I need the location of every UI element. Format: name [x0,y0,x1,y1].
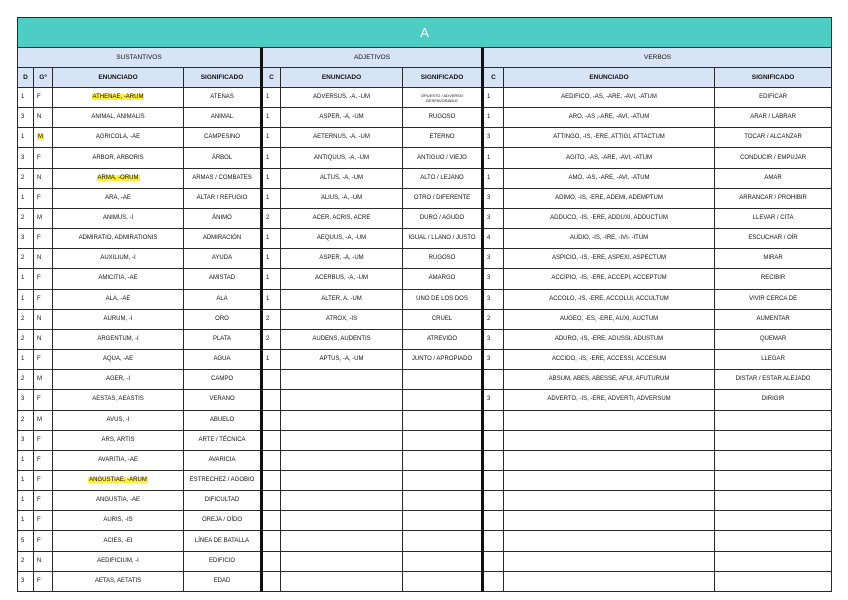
verb-conjugacion: 3 [483,289,504,309]
adj-enunciado [281,470,403,490]
verb-significado [715,450,832,470]
sust-enunciado: AGER, -I [53,370,184,390]
adj-enunciado: ACERBUS, -A, -UM [281,269,403,289]
sust-enunciado: ANIMAL, ANIMALIS [53,108,184,128]
verb-conjugacion [483,410,504,430]
adj-enunciado [281,390,403,410]
adj-significado: JUNTO / APROPIADO [403,350,483,370]
adj-clase: 2 [262,208,281,228]
adj-enunciado: ALTER, A, -UM [281,289,403,309]
table-row [18,329,832,349]
sust-enunciado: ARGENTUM, -I [53,329,184,349]
adj-significado: RUGOSO [403,108,483,128]
sust-declension: 1 [18,289,34,309]
adj-significado: ATREVIDO [403,329,483,349]
verb-enunciado: AEDIFICO, -AS, -ARE, -AVI, -ATUM [504,88,715,108]
col-header-significado: SIGNIFICADO [184,68,262,88]
sust-genero: M [34,208,53,228]
table-row [18,249,832,269]
verb-conjugacion: 1 [483,168,504,188]
adj-significado: OTRO / DIFERENTE [403,188,483,208]
sust-enunciado: ANGUSTIA, -AE [53,491,184,511]
table-body [18,88,832,592]
vocabulary-table [17,17,832,592]
page-title: A [18,18,832,48]
table-row [18,88,832,108]
verb-significado: ESCUCHAR / OÍR [715,229,832,249]
sust-significado: ORO [184,309,262,329]
adj-enunciado: AUDENS, AUDENTIS [281,329,403,349]
sust-significado: PLATA [184,329,262,349]
sust-significado: ADMIRACIÓN [184,229,262,249]
verb-significado: RECIBIR [715,269,832,289]
sust-enunciado: AURIS, -IS [53,511,184,531]
verb-conjugacion [483,470,504,490]
col-header-genero: Gº [34,68,53,88]
sust-enunciado: ACIES, -EI [53,531,184,551]
adj-clase: 1 [262,168,281,188]
adj-clase: 1 [262,128,281,148]
adj-clase [262,430,281,450]
adj-significado [403,470,483,490]
verb-enunciado: ACCIPIO, -IS, -ERE, ACCEPI, ACCEPTUM [504,269,715,289]
adj-clase [262,571,281,591]
adj-enunciado [281,370,403,390]
sust-genero: F [34,188,53,208]
table-row [18,511,832,531]
adj-enunciado: ALIUS, -A, -UM [281,188,403,208]
sust-genero: F [34,531,53,551]
sust-declension: 3 [18,148,34,168]
sust-declension: 3 [18,571,34,591]
sust-significado: AVARICIA [184,450,262,470]
verb-enunciado [504,571,715,591]
sust-significado: EDAD [184,571,262,591]
sust-declension: 2 [18,309,34,329]
table-row [18,410,832,430]
sust-declension: 1 [18,491,34,511]
adj-clase: 1 [262,350,281,370]
adj-clase: 1 [262,289,281,309]
verb-significado: AMAR [715,168,832,188]
column-header-row [18,68,832,88]
sust-significado: AMISTAD [184,269,262,289]
adj-significado: OPUESTO / ADVERSO DESFAVORABLE [403,88,483,108]
sust-genero: F [34,470,53,490]
sust-declension: 2 [18,370,34,390]
verb-significado: DIRIGIR [715,390,832,410]
sust-enunciado [53,168,184,188]
sust-genero: F [34,390,53,410]
sust-declension: 2 [18,249,34,269]
verb-significado [715,531,832,551]
adj-clase [262,390,281,410]
adj-significado [403,410,483,430]
table-row [18,450,832,470]
verb-conjugacion: 3 [483,208,504,228]
verb-enunciado: ADVERTO, -IS, -ERE, ADVERTI, ADVERSUM [504,390,715,410]
section-adjetivos: ADJETIVOS [262,48,483,68]
sust-enunciado: ARBOR, ARBORIS [53,148,184,168]
verb-significado [715,430,832,450]
verb-significado: EDIFICAR [715,88,832,108]
sust-declension: 1 [18,128,34,148]
sust-genero: N [34,249,53,269]
verb-significado [715,551,832,571]
sust-significado: ARMAS / COMBATES [184,168,262,188]
table-row [18,370,832,390]
table-row [18,390,832,410]
verb-enunciado [504,531,715,551]
sust-significado: VERANO [184,390,262,410]
verb-conjugacion: 3 [483,350,504,370]
sust-significado: DIFICULTAD [184,491,262,511]
sust-significado: ALA [184,289,262,309]
sust-enunciado: AVARITIA, -AE [53,450,184,470]
highlighted-text: M [38,134,43,141]
adj-enunciado: ASPER, -A, -UM [281,108,403,128]
sust-genero: N [34,108,53,128]
adj-enunciado: ALTUS, -A, -UM [281,168,403,188]
adj-significado [403,370,483,390]
verb-significado: AUMENTAR [715,309,832,329]
verb-enunciado [504,450,715,470]
table-row [18,168,832,188]
sust-declension: 2 [18,208,34,228]
adj-clase: 1 [262,229,281,249]
adj-clase: 1 [262,108,281,128]
sust-declension: 1 [18,450,34,470]
adj-clase: 1 [262,269,281,289]
sust-genero: F [34,269,53,289]
sust-declension: 1 [18,350,34,370]
verb-conjugacion: 3 [483,188,504,208]
table-row [18,571,832,591]
col-header-significado: SIGNIFICADO [403,68,483,88]
verb-significado: LLEVAR / CITA [715,208,832,228]
adj-significado: UNO DE LOS DOS [403,289,483,309]
verb-significado [715,511,832,531]
table-row [18,551,832,571]
verb-conjugacion: 2 [483,309,504,329]
sust-genero: F [34,229,53,249]
sust-declension: 3 [18,390,34,410]
sust-enunciado: ARS, ARTIS [53,430,184,450]
sust-genero: N [34,329,53,349]
sust-genero: F [34,88,53,108]
verb-enunciado [504,470,715,490]
verb-enunciado [504,551,715,571]
verb-enunciado: AMO, -AS, -ARE, -AVI, -ATUM [504,168,715,188]
verb-conjugacion: 3 [483,249,504,269]
sust-genero: F [34,491,53,511]
section-verbos: VERBOS [483,48,832,68]
verb-enunciado: AUDIO, -IS, -IRE, -IVI- -ITUM [504,229,715,249]
sust-significado: ANIMAL [184,108,262,128]
sust-enunciado: AURUM, -I [53,309,184,329]
verb-enunciado [504,430,715,450]
section-header-row [18,48,832,68]
adj-significado: AMARGO [403,269,483,289]
verb-conjugacion [483,450,504,470]
table-row [18,309,832,329]
col-header-c: C [483,68,504,88]
verb-significado [715,410,832,430]
sust-declension: 2 [18,168,34,188]
section-sustantivos: SUSTANTIVOS [18,48,262,68]
verb-conjugacion [483,571,504,591]
sust-significado: CAMPO [184,370,262,390]
verb-conjugacion [483,511,504,531]
sust-genero: F [34,571,53,591]
adj-enunciado [281,511,403,531]
verb-conjugacion [483,370,504,390]
table-row [18,269,832,289]
adj-significado: IGUAL / LLANO / JUSTO [403,229,483,249]
table-row [18,108,832,128]
adj-significado [403,390,483,410]
sust-enunciado: ALA, -AE [53,289,184,309]
adj-enunciado: ADVERSUS, -A, -UM [281,88,403,108]
verb-significado: QUEMAR [715,329,832,349]
sust-genero: F [34,148,53,168]
sust-enunciado [53,470,184,490]
sust-declension: 1 [18,188,34,208]
adj-clase [262,551,281,571]
col-header-d: D [18,68,34,88]
adj-enunciado: ASPER, -A, -UM [281,249,403,269]
adj-significado [403,430,483,450]
verb-conjugacion: 4 [483,229,504,249]
sust-genero: F [34,430,53,450]
table-row [18,350,832,370]
adj-enunciado: ANTIQUUS, -A, -UM [281,148,403,168]
adj-clase: 1 [262,88,281,108]
sust-significado: OREJA / OÍDO [184,511,262,531]
verb-significado [715,571,832,591]
adj-clase [262,370,281,390]
verb-enunciado: ABSUM, ABES, ABESSE, AFUI, AFUTURUM [504,370,715,390]
adj-enunciado [281,531,403,551]
verb-significado: DISTAR / ESTAR ALEJADO [715,370,832,390]
table-row [18,128,832,148]
sust-significado: ARTE / TÉCNICA [184,430,262,450]
adj-significado [403,511,483,531]
sust-enunciado: AVUS, -I [53,410,184,430]
verb-significado: ARRANCAR / PROHIBIR [715,188,832,208]
table-row [18,430,832,450]
verb-conjugacion [483,531,504,551]
sust-genero: F [34,511,53,531]
verb-enunciado [504,491,715,511]
sust-significado: LÍNEA DE BATALLA [184,531,262,551]
sust-enunciado: ADMIRATIO, ADMIRATIONIS [53,229,184,249]
verb-significado: VIVIR CERCA DE [715,289,832,309]
sust-genero: F [34,350,53,370]
adj-clase [262,410,281,430]
sust-enunciado: AETAS, AETATIS [53,571,184,591]
adj-significado: RUGOSO [403,249,483,269]
verb-conjugacion [483,491,504,511]
table-row [18,148,832,168]
verb-enunciado: ARO, -AS ,-ARE, -AVI, -ATUM [504,108,715,128]
verb-enunciado [504,410,715,430]
verb-enunciado: AGITO, -AS, -ARE, -AVI, -ATUM [504,148,715,168]
table-row [18,531,832,551]
adj-enunciado [281,430,403,450]
highlighted-text: ARMA, -ORUM [97,174,139,181]
sust-declension: 1 [18,269,34,289]
sust-declension: 3 [18,229,34,249]
adj-significado: ANTIGUO / VIEJO [403,148,483,168]
table-row [18,188,832,208]
sust-significado: CAMPESINO [184,128,262,148]
adj-significado [403,531,483,551]
sust-enunciado: AGRICOLA, -AE [53,128,184,148]
adj-clase [262,531,281,551]
adj-enunciado: AETERNUS, -A, -UM [281,128,403,148]
table-row [18,208,832,228]
title-row [18,18,832,48]
sust-genero [34,128,53,148]
sust-genero: N [34,551,53,571]
sust-enunciado: ANIMUS, -I [53,208,184,228]
verb-conjugacion: 1 [483,88,504,108]
adj-clase [262,511,281,531]
sust-enunciado: AUXILIUM, -I [53,249,184,269]
sust-significado: ALTAR / REFUGIO [184,188,262,208]
sust-enunciado: AMICITIA, -AE [53,269,184,289]
verb-enunciado: ASPICIO, -IS, -ERE, ASPEXI, ASPECTUM [504,249,715,269]
sust-significado: ÁNIMO [184,208,262,228]
verb-significado [715,470,832,490]
adj-clase [262,470,281,490]
verb-enunciado: ADIMO, -IS, -ERE, ADEMI, ADEMPTUM [504,188,715,208]
col-header-significado: SIGNIFICADO [715,68,832,88]
sust-significado: ATENAS [184,88,262,108]
sust-declension: 1 [18,511,34,531]
sust-declension: 2 [18,551,34,571]
verb-enunciado [504,511,715,531]
col-header-enunciado: ENUNCIADO [281,68,403,88]
sust-enunciado: ARA, -AE [53,188,184,208]
adj-clase [262,450,281,470]
sust-significado: EDIFICIO [184,551,262,571]
highlighted-text: ATHENAE, -ARUM [92,94,144,101]
adj-clase [262,491,281,511]
col-header-enunciado: ENUNCIADO [53,68,184,88]
adj-enunciado: AEQUUS, -A, -UM [281,229,403,249]
adj-enunciado [281,450,403,470]
sust-enunciado: AQUA, -AE [53,350,184,370]
table-row [18,289,832,309]
verb-significado: CONDUCIR / EMPUJAR [715,148,832,168]
table-row [18,229,832,249]
verb-enunciado: ADDUCO, -IS, -ERE, ADDUXI, ADDUCTUM [504,208,715,228]
adj-significado: CRUEL [403,309,483,329]
adj-enunciado: ATROX, -IS [281,309,403,329]
verb-conjugacion: 3 [483,329,504,349]
sust-declension: 1 [18,470,34,490]
sust-declension: 3 [18,108,34,128]
sust-enunciado: AESTAS, AEASTIS [53,390,184,410]
sust-significado: ÁRBOL [184,148,262,168]
sust-significado: ABUELO [184,410,262,430]
sust-enunciado: AEDIFICIUM, -I [53,551,184,571]
adj-enunciado: ACER, ACRIS, ACRE [281,208,403,228]
sust-genero: M [34,410,53,430]
verb-conjugacion [483,551,504,571]
table-row [18,470,832,490]
sust-declension: 2 [18,410,34,430]
verb-conjugacion: 3 [483,128,504,148]
col-header-c: C [262,68,281,88]
verb-conjugacion: 1 [483,108,504,128]
adj-significado [403,450,483,470]
sust-genero: F [34,289,53,309]
verb-enunciado: ACCIDO, -IS, -ERE, ACCESSI, ACCESUM [504,350,715,370]
verb-significado: MIRAR [715,249,832,269]
sust-significado: AYUDA [184,249,262,269]
adj-enunciado [281,551,403,571]
verb-conjugacion: 3 [483,269,504,289]
verb-conjugacion: 3 [483,390,504,410]
sust-significado: AGUA [184,350,262,370]
adj-enunciado [281,571,403,591]
verb-significado: ARAR / LABRAR [715,108,832,128]
verb-conjugacion [483,430,504,450]
adj-clase: 1 [262,188,281,208]
verb-enunciado: ADURO, -IS, -ERE, ADUSSI, ADUSTUM [504,329,715,349]
verb-significado: LLEGAR [715,350,832,370]
adj-significado: DURO / AGUDO [403,208,483,228]
sust-genero: N [34,168,53,188]
adj-significado: ALTO / LEJANO [403,168,483,188]
verb-significado [715,491,832,511]
sust-genero: M [34,370,53,390]
verb-conjugacion: 1 [483,148,504,168]
sust-declension: 5 [18,531,34,551]
verb-enunciado: AUGEO, -ES, -ERE, AUXI, AUCTUM [504,309,715,329]
col-header-enunciado: ENUNCIADO [504,68,715,88]
verb-enunciado: ACCOLO, -IS, -ERE, ACCOLUI, ACCULTUM [504,289,715,309]
table-row [18,491,832,511]
adj-enunciado: APTUS, -A, -UM [281,350,403,370]
adj-significado [403,571,483,591]
adj-significado: ETERNO [403,128,483,148]
adj-enunciado [281,410,403,430]
sust-genero: F [34,450,53,470]
adj-clase: 2 [262,309,281,329]
verb-enunciado: ATTINGO, -IS, -ERE, ATTIGI, ATTACTUM [504,128,715,148]
sust-enunciado [53,88,184,108]
sust-genero: N [34,309,53,329]
verb-significado: TOCAR / ALCANZAR [715,128,832,148]
adj-clase: 1 [262,148,281,168]
adj-significado [403,491,483,511]
adj-clase: 1 [262,249,281,269]
sust-declension: 2 [18,329,34,349]
adj-clase: 2 [262,329,281,349]
adj-significado [403,551,483,571]
adj-enunciado [281,491,403,511]
sust-significado: ESTRECHEZ / AGOBIO [184,470,262,490]
sust-declension: 3 [18,430,34,450]
sust-declension: 1 [18,88,34,108]
highlighted-text: ANGUSTIAE, -ARUM [89,477,147,484]
